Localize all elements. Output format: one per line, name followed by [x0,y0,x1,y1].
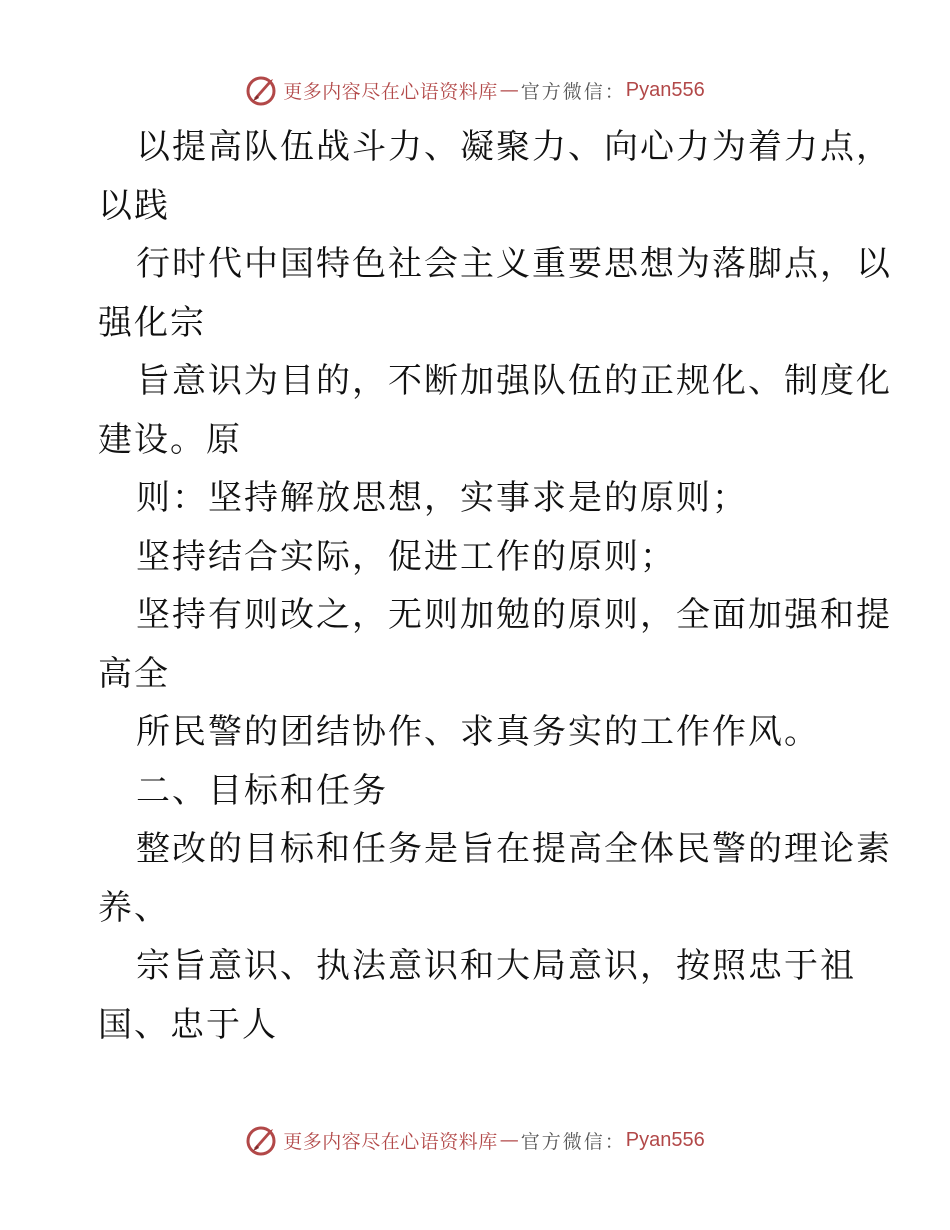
quill-pen-logo-icon [245,73,279,107]
text-line: 以践 [98,185,170,226]
text-line: 宗旨意识、执法意识和大局意识，按照忠于祖 [136,946,856,986]
banner-wechat-id: Pyan556 [625,78,705,101]
text-line: 所民警的团结协作、求真务实的工作作风。 [136,712,820,752]
text-line: 国、忠于人 [98,1004,278,1045]
banner-wechat-label: 官方微信： [520,80,626,103]
banner-brand-text: 更多内容尽在心语资料库 [283,1130,498,1153]
text-line: 坚持结合实际，促进工作的原则； [136,536,676,577]
banner-wechat-id: Pyan556 [625,1128,705,1151]
text-line: 旨意识为目的，不断加强队伍的正规化、制度化 [136,361,892,401]
text-line: 高全 [98,653,170,694]
text-line: 则：坚持解放思想，实事求是的原则； [136,478,748,518]
banner-wechat-label: 官方微信： [520,1130,626,1153]
text-line: 二、目标和任务 [136,770,388,811]
quill-pen-logo-icon [245,1123,279,1157]
banner-dash: — [499,79,519,101]
text-line: 强化宗 [98,302,206,343]
text-line: 行时代中国特色社会主义重要思想为落脚点，以 [136,244,892,284]
text-line: 坚持有则改之，无则加勉的原则，全面加强和提 [136,595,892,635]
text-line: 以提高队伍战斗力、凝聚力、向心力为着力点， [136,127,892,167]
document-body [98,118,892,1054]
text-line: 整改的目标和任务是旨在提高全体民警的理论素 [136,829,892,869]
banner-dash: — [499,1129,519,1151]
text-line: 养、 [98,887,170,928]
footer-banner [0,1120,950,1160]
banner-brand-text: 更多内容尽在心语资料库 [283,80,498,103]
text-line: 建设。原 [98,419,242,460]
header-banner [0,70,950,110]
